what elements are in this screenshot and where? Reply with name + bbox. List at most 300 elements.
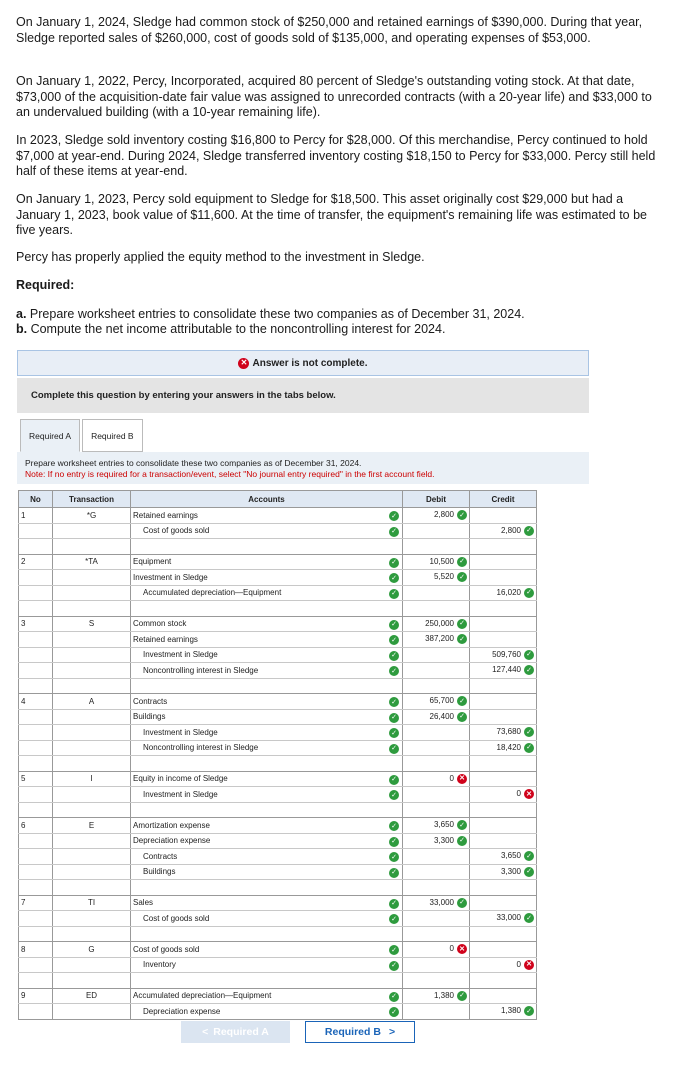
correct-check-icon: ✓ <box>389 666 399 676</box>
entry-number: 9 <box>19 988 53 1004</box>
correct-check-icon: ✓ <box>457 619 467 629</box>
entry-number <box>19 756 53 772</box>
table-row <box>19 1004 537 1020</box>
correct-check-icon: ✓ <box>457 991 467 1001</box>
account-name: Depreciation expense <box>133 836 211 846</box>
credit-input[interactable] <box>470 957 537 973</box>
account-name: Buildings <box>143 867 176 877</box>
account-name: Noncontrolling interest in Sledge <box>143 665 259 675</box>
account-select[interactable] <box>131 895 403 911</box>
entry-number <box>19 973 53 989</box>
credit-input[interactable] <box>470 988 537 1004</box>
chevron-right-icon: > <box>388 1026 396 1038</box>
debit-input-value: 5,520 <box>433 572 454 582</box>
worksheet-entries-table <box>18 490 537 1020</box>
credit-input[interactable] <box>470 678 537 694</box>
account-select[interactable] <box>131 632 403 648</box>
table-row <box>19 911 537 927</box>
debit-input-value: 3,300 <box>433 835 454 845</box>
transaction-code <box>53 570 131 586</box>
debit-input[interactable] <box>403 585 470 601</box>
entry-number <box>19 802 53 818</box>
account-select[interactable] <box>131 988 403 1004</box>
account-select[interactable] <box>131 740 403 756</box>
account-select[interactable] <box>131 1004 403 1020</box>
debit-input[interactable] <box>403 709 470 725</box>
transaction-code <box>53 523 131 539</box>
table-row <box>19 632 537 648</box>
table-row <box>19 756 537 772</box>
credit-input-value: 18,420 <box>496 742 521 752</box>
credit-input[interactable] <box>470 818 537 834</box>
account-select[interactable] <box>131 802 403 818</box>
worksheet-body <box>19 508 537 1020</box>
credit-input[interactable] <box>470 787 537 803</box>
account-name: Common stock <box>133 619 187 629</box>
account-name: Accumulated depreciation—Equipment <box>133 991 272 1001</box>
correct-check-icon: ✓ <box>524 526 534 536</box>
debit-input[interactable] <box>403 895 470 911</box>
debit-input[interactable] <box>403 973 470 989</box>
table-row <box>19 585 537 601</box>
correct-check-icon: ✓ <box>389 790 399 800</box>
entry-number: 5 <box>19 771 53 787</box>
correct-check-icon: ✓ <box>389 852 399 862</box>
correct-check-icon: ✓ <box>457 572 467 582</box>
debit-input-value: 0 <box>449 773 454 783</box>
entry-number <box>19 601 53 617</box>
correct-check-icon: ✓ <box>457 510 467 520</box>
table-row <box>19 663 537 679</box>
transaction-code <box>53 539 131 555</box>
table-row <box>19 725 537 741</box>
table-row <box>19 957 537 973</box>
account-select[interactable] <box>131 585 403 601</box>
table-row <box>19 771 537 787</box>
credit-input-value: 0 <box>516 789 521 799</box>
debit-input[interactable] <box>403 818 470 834</box>
correct-check-icon: ✓ <box>457 836 467 846</box>
credit-input[interactable] <box>470 523 537 539</box>
entry-number: 4 <box>19 694 53 710</box>
incorrect-x-icon: ✕ <box>524 960 534 970</box>
entry-number <box>19 539 53 555</box>
transaction-code <box>53 740 131 756</box>
table-row <box>19 849 537 865</box>
account-name: Buildings <box>133 712 166 722</box>
correct-check-icon: ✓ <box>389 837 399 847</box>
entry-number <box>19 880 53 896</box>
credit-input-value: 0 <box>516 959 521 969</box>
debit-input[interactable] <box>403 988 470 1004</box>
table-row <box>19 694 537 710</box>
entry-number <box>19 833 53 849</box>
debit-input[interactable] <box>403 539 470 555</box>
tab-prompt <box>17 452 589 484</box>
correct-check-icon: ✓ <box>457 898 467 908</box>
instruction-text: Complete this question by entering your answers in the tabs below. <box>31 390 336 401</box>
error-icon: ✕ <box>238 358 249 369</box>
account-select[interactable] <box>131 539 403 555</box>
table-header-row <box>19 491 537 508</box>
tab-required-b[interactable]: Required B <box>82 419 143 452</box>
debit-input-value: 0 <box>449 944 454 954</box>
debit-input[interactable] <box>403 616 470 632</box>
credit-input-value: 2,800 <box>500 525 521 535</box>
debit-input[interactable] <box>403 833 470 849</box>
entry-number: 6 <box>19 818 53 834</box>
correct-check-icon: ✓ <box>389 945 399 955</box>
debit-input[interactable] <box>403 802 470 818</box>
table-row <box>19 864 537 880</box>
debit-input-value: 1,380 <box>433 990 454 1000</box>
account-select[interactable] <box>131 663 403 679</box>
debit-input-value: 3,650 <box>433 820 454 830</box>
credit-input[interactable] <box>470 632 537 648</box>
credit-input[interactable] <box>470 911 537 927</box>
correct-check-icon: ✓ <box>457 557 467 567</box>
transaction-code: *TA <box>53 554 131 570</box>
debit-input-value: 2,800 <box>433 510 454 520</box>
account-select[interactable] <box>131 787 403 803</box>
transaction-code: ED <box>53 988 131 1004</box>
correct-check-icon: ✓ <box>389 914 399 924</box>
correct-check-icon: ✓ <box>389 620 399 630</box>
credit-input[interactable] <box>470 973 537 989</box>
credit-input[interactable] <box>470 725 537 741</box>
account-name: Equipment <box>133 557 172 567</box>
requirement-b <box>16 322 656 338</box>
transaction-code <box>53 756 131 772</box>
entry-number <box>19 632 53 648</box>
debit-input[interactable] <box>403 508 470 524</box>
table-row <box>19 802 537 818</box>
problem-paragraph-4: On January 1, 2023, Percy sold equipment to Sledge for $18,500. This asset originally cost $29,000 but had a January 1, 2023, book value of $11,600. At the time of transfer, the equipment's remaining life was estimated to be five years. <box>16 192 648 237</box>
debit-input[interactable] <box>403 911 470 927</box>
credit-input[interactable] <box>470 709 537 725</box>
account-select[interactable] <box>131 694 403 710</box>
credit-input[interactable] <box>470 833 537 849</box>
credit-input[interactable] <box>470 849 537 865</box>
account-name: Cost of goods sold <box>143 526 210 536</box>
entry-number <box>19 725 53 741</box>
credit-input-value: 73,680 <box>496 727 521 737</box>
correct-check-icon: ✓ <box>524 867 534 877</box>
entry-number: 8 <box>19 942 53 958</box>
credit-input[interactable] <box>470 942 537 958</box>
account-name: Contracts <box>143 851 178 861</box>
account-select[interactable] <box>131 709 403 725</box>
account-select[interactable] <box>131 864 403 880</box>
transaction-code: *G <box>53 508 131 524</box>
transaction-code <box>53 647 131 663</box>
incorrect-x-icon: ✕ <box>524 789 534 799</box>
account-name: Contracts <box>133 696 168 706</box>
transaction-code: G <box>53 942 131 958</box>
debit-input[interactable] <box>403 740 470 756</box>
debit-input[interactable] <box>403 632 470 648</box>
next-required-b-button[interactable] <box>305 1021 415 1043</box>
previous-required-a-button[interactable] <box>181 1021 290 1043</box>
transaction-code <box>53 833 131 849</box>
credit-input-value: 127,440 <box>492 665 521 675</box>
account-name: Depreciation expense <box>143 1006 221 1016</box>
next-button-label: Required B <box>324 1026 381 1038</box>
correct-check-icon: ✓ <box>524 665 534 675</box>
account-select[interactable] <box>131 926 403 942</box>
account-select[interactable] <box>131 601 403 617</box>
prompt-text: Prepare worksheet entries to consolidate these two companies as of December 31, 2024. <box>25 458 362 468</box>
correct-check-icon: ✓ <box>389 961 399 971</box>
entry-number <box>19 911 53 927</box>
problem-paragraph-1: On January 1, 2024, Sledge had common stock of $250,000 and retained earnings of $390,000. During that year, Sledge reported sales of $260,000, cost of goods sold of $135,000, and operating expenses of $53,000. <box>16 15 643 45</box>
instruction-bar <box>17 378 589 413</box>
account-select[interactable] <box>131 818 403 834</box>
debit-input-value: 33,000 <box>429 897 454 907</box>
credit-input[interactable] <box>470 864 537 880</box>
correct-check-icon: ✓ <box>389 589 399 599</box>
table-row <box>19 601 537 617</box>
correct-check-icon: ✓ <box>524 588 534 598</box>
correct-check-icon: ✓ <box>389 651 399 661</box>
credit-input-value: 33,000 <box>496 913 521 923</box>
account-name: Amortization expense <box>133 820 210 830</box>
requirement-a-prefix: a. <box>16 307 27 321</box>
transaction-code: E <box>53 818 131 834</box>
problem-paragraph-3: In 2023, Sledge sold inventory costing $16,800 to Percy for $28,000. Of this merchandise, Percy continued to hold $7,000 at year-end. During 2024, Sledge transferred inventory costing $18,150 to Percy for $33,000. Percy still held half of these items at year-end. <box>16 133 656 178</box>
entry-number: 1 <box>19 508 53 524</box>
answer-status-banner <box>17 350 589 376</box>
account-select[interactable] <box>131 833 403 849</box>
correct-check-icon: ✓ <box>389 573 399 583</box>
transaction-code <box>53 787 131 803</box>
table-row <box>19 895 537 911</box>
table-row <box>19 678 537 694</box>
header-accounts: Accounts <box>131 491 403 508</box>
credit-input-value: 16,020 <box>496 587 521 597</box>
entry-number <box>19 787 53 803</box>
debit-input[interactable] <box>403 1004 470 1020</box>
debit-input[interactable] <box>403 880 470 896</box>
debit-input[interactable] <box>403 647 470 663</box>
correct-check-icon: ✓ <box>389 1007 399 1017</box>
transaction-code: S <box>53 616 131 632</box>
credit-input[interactable] <box>470 880 537 896</box>
debit-input[interactable] <box>403 678 470 694</box>
credit-input[interactable] <box>470 539 537 555</box>
table-row <box>19 554 537 570</box>
entry-number <box>19 585 53 601</box>
debit-input-value: 387,200 <box>425 634 454 644</box>
account-select[interactable] <box>131 756 403 772</box>
correct-check-icon: ✓ <box>389 821 399 831</box>
table-row <box>19 787 537 803</box>
account-select[interactable] <box>131 508 403 524</box>
account-select[interactable] <box>131 973 403 989</box>
account-name: Equity in income of Sledge <box>133 774 228 784</box>
debit-input[interactable] <box>403 787 470 803</box>
credit-input-value: 3,650 <box>500 851 521 861</box>
account-name: Noncontrolling interest in Sledge <box>143 743 259 753</box>
entry-number <box>19 570 53 586</box>
correct-check-icon: ✓ <box>389 511 399 521</box>
requirement-b-text: Compute the net income attributable to the noncontrolling interest for 2024. <box>27 322 446 336</box>
correct-check-icon: ✓ <box>524 851 534 861</box>
correct-check-icon: ✓ <box>524 650 534 660</box>
account-select[interactable] <box>131 678 403 694</box>
credit-input[interactable] <box>470 585 537 601</box>
credit-input[interactable] <box>470 601 537 617</box>
chevron-left-icon: < <box>202 1026 209 1038</box>
entry-number <box>19 740 53 756</box>
requirement-a-text: Prepare worksheet entries to consolidate these two companies as of December 31, 2024. <box>26 307 525 321</box>
table-row <box>19 709 537 725</box>
debit-input[interactable] <box>403 663 470 679</box>
header-credit: Credit <box>470 491 537 508</box>
debit-input[interactable] <box>403 942 470 958</box>
correct-check-icon: ✓ <box>389 992 399 1002</box>
transaction-code <box>53 709 131 725</box>
account-select[interactable] <box>131 725 403 741</box>
account-select[interactable] <box>131 911 403 927</box>
credit-input[interactable] <box>470 570 537 586</box>
account-select[interactable] <box>131 523 403 539</box>
account-select[interactable] <box>131 616 403 632</box>
credit-input[interactable] <box>470 740 537 756</box>
account-select[interactable] <box>131 570 403 586</box>
debit-input[interactable] <box>403 849 470 865</box>
credit-input[interactable] <box>470 756 537 772</box>
answer-status-text: Answer is not complete. <box>252 357 368 369</box>
table-row <box>19 833 537 849</box>
account-name: Investment in Sledge <box>143 727 218 737</box>
account-name: Accumulated depreciation—Equipment <box>143 588 282 598</box>
account-select[interactable] <box>131 849 403 865</box>
debit-input[interactable] <box>403 554 470 570</box>
entry-number <box>19 1004 53 1020</box>
credit-input[interactable] <box>470 647 537 663</box>
table-row <box>19 740 537 756</box>
credit-input-value: 1,380 <box>500 1006 521 1016</box>
requirement-tabs <box>20 419 145 452</box>
credit-input[interactable] <box>470 771 537 787</box>
tab-required-a[interactable]: Required A <box>20 419 80 452</box>
prompt-note: Note: If no entry is required for a transaction/event, select "No journal entry required" in the first account field. <box>25 469 435 479</box>
account-name: Cost of goods sold <box>143 913 210 923</box>
transaction-code <box>53 973 131 989</box>
debit-input-value: 10,500 <box>429 556 454 566</box>
correct-check-icon: ✓ <box>389 527 399 537</box>
correct-check-icon: ✓ <box>524 743 534 753</box>
correct-check-icon: ✓ <box>389 697 399 707</box>
transaction-code <box>53 926 131 942</box>
table-row <box>19 926 537 942</box>
transaction-code: A <box>53 694 131 710</box>
debit-input[interactable] <box>403 926 470 942</box>
correct-check-icon: ✓ <box>389 713 399 723</box>
table-row <box>19 973 537 989</box>
transaction-code <box>53 864 131 880</box>
debit-input[interactable] <box>403 523 470 539</box>
debit-input[interactable] <box>403 756 470 772</box>
transaction-code <box>53 911 131 927</box>
credit-input[interactable] <box>470 802 537 818</box>
account-name: Retained earnings <box>133 634 198 644</box>
debit-input[interactable] <box>403 864 470 880</box>
entry-number <box>19 926 53 942</box>
credit-input[interactable] <box>470 508 537 524</box>
entry-number <box>19 957 53 973</box>
debit-input[interactable] <box>403 694 470 710</box>
correct-check-icon: ✓ <box>524 727 534 737</box>
debit-input[interactable] <box>403 771 470 787</box>
transaction-code: TI <box>53 895 131 911</box>
debit-input[interactable] <box>403 725 470 741</box>
entry-number <box>19 523 53 539</box>
table-row <box>19 616 537 632</box>
account-name: Inventory <box>143 960 176 970</box>
transaction-code <box>53 802 131 818</box>
credit-input[interactable] <box>470 1004 537 1020</box>
account-select[interactable] <box>131 957 403 973</box>
entry-number: 2 <box>19 554 53 570</box>
entry-number <box>19 849 53 865</box>
debit-input[interactable] <box>403 957 470 973</box>
entry-number <box>19 864 53 880</box>
account-select[interactable] <box>131 942 403 958</box>
transaction-code <box>53 1004 131 1020</box>
account-select[interactable] <box>131 647 403 663</box>
transaction-code <box>53 678 131 694</box>
account-name: Sales <box>133 898 154 908</box>
debit-input[interactable] <box>403 570 470 586</box>
account-select[interactable] <box>131 554 403 570</box>
credit-input[interactable] <box>470 895 537 911</box>
credit-input[interactable] <box>470 926 537 942</box>
problem-paragraph-5: Percy has properly applied the equity method to the investment in Sledge. <box>16 250 425 264</box>
credit-input[interactable] <box>470 554 537 570</box>
debit-input-value: 26,400 <box>429 711 454 721</box>
account-select[interactable] <box>131 880 403 896</box>
credit-input[interactable] <box>470 616 537 632</box>
incorrect-x-icon: ✕ <box>457 944 467 954</box>
table-row <box>19 523 537 539</box>
transaction-code: I <box>53 771 131 787</box>
correct-check-icon: ✓ <box>457 712 467 722</box>
credit-input[interactable] <box>470 694 537 710</box>
table-row <box>19 988 537 1004</box>
correct-check-icon: ✓ <box>389 635 399 645</box>
header-transaction: Transaction <box>53 491 131 508</box>
entry-number: 3 <box>19 616 53 632</box>
account-name: Investment in Sledge <box>143 789 218 799</box>
required-heading: Required: <box>16 278 75 292</box>
problem-paragraph-2: On January 1, 2022, Percy, Incorporated, acquired 80 percent of Sledge's outstanding voting stock. At that date, $73,000 of the acquisition-date fair value was assigned to unrecorded contracts (with a 20-year life) and $33,000 to an undervalued building (with a 10-year remaining life). <box>16 74 652 119</box>
account-select[interactable] <box>131 771 403 787</box>
correct-check-icon: ✓ <box>457 696 467 706</box>
account-name: Investment in Sledge <box>143 650 218 660</box>
table-row <box>19 818 537 834</box>
account-name: Retained earnings <box>133 510 198 520</box>
credit-input[interactable] <box>470 663 537 679</box>
correct-check-icon: ✓ <box>457 820 467 830</box>
transaction-code <box>53 880 131 896</box>
table-row <box>19 508 537 524</box>
correct-check-icon: ✓ <box>389 744 399 754</box>
correct-check-icon: ✓ <box>457 634 467 644</box>
debit-input-value: 65,700 <box>429 696 454 706</box>
debit-input[interactable] <box>403 601 470 617</box>
